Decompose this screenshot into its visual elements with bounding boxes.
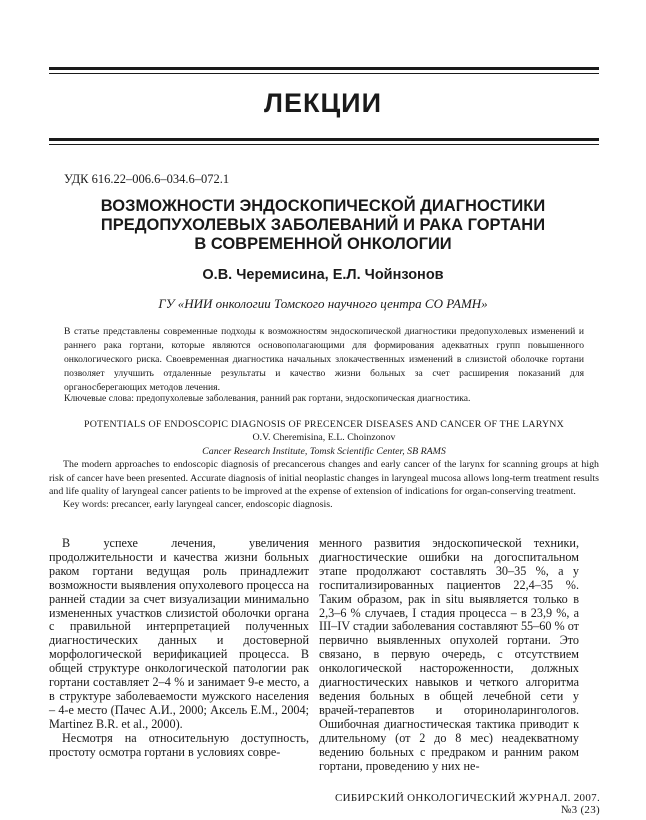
body-column-left bbox=[49, 537, 309, 760]
english-keywords: Key words: precancer, early laryngeal cancer, endoscopic diagnosis. bbox=[63, 499, 333, 511]
journal-footer: СИБИРСКИЙ ОНКОЛОГИЧЕСКИЙ ЖУРНАЛ. 2007. №3 (23) bbox=[335, 792, 600, 816]
body-paragraph: В успехе лечения, увеличения продолжительности и качества жизни больных раком гортани ведущая роль принадлежит возможности выявления опухолевого процесса на ранней стадии за счет визуализации минимально измененных участков слизистой оболочки органа с правильной интерпретацией полученных диагностических данных и достоверной морфологической верификацией процесса. В общей структуре онкологической патологии рак гортани составляет 2–4 % и занимает 9-е место, а в структуре заболеваемости мужского населения – 4-е место (Пачес А.И., 2000; Аксель Е.М., 2004; Martinez B.R. et al., 2000). bbox=[49, 536, 309, 731]
udk-code: УДК 616.22–006.6–034.6–072.1 bbox=[64, 172, 230, 186]
abstract-ru bbox=[64, 325, 584, 395]
body-paragraph: Несмотря на относительную доступность, простоту осмотра гортани в условиях совре- bbox=[49, 730, 309, 759]
affiliation: ГУ «НИИ онкологии Томского научного центра СО РАМН» bbox=[158, 296, 488, 311]
abstract-ru-text: В статье представлены современные подходы к возможностям эндоскопической диагностики предопухолевых изменений и раннего рака гортани, которые являются основополагающими для формирования адекватных групп повышенного онкологического риска. Своевременная диагностика начальных злокачественных изменений в слизистой оболочке гортани позволяет улучшить отдаленные результаты и качество жизни больных за счет расширения показаний для органосберегающих методов лечения. bbox=[64, 326, 584, 394]
body-paragraph: менного развития эндоскопической техники, диагностические ошибки на догоспитальном этапе продолжают составлять 30–35 %, а у госпитализированных пациентов 22,4–35 %. Таким образом, рак in situ выявляется только в 2,3–6 % случаев, I стадия процесса – в 23,9 %, а III–IV стадии заболевания составляют 55–60 % от первично выявленных опухолей гортани. Это связано, в первую очередь, с отсутствием онкологической настороженности, должных диагностических навыков и четкого алгоритма ведения больных в общей лечебной сети у врачей-терапевтов и оториноларингологов. Ошибочная диагностическая тактика приводит к длительному (от 2 до 8 мес) неадекватному ведению больных с предраком и ранним раком гортани, проведению у них не- bbox=[319, 536, 579, 773]
authors: О.В. Черемисина, Е.Л. Чойнзонов bbox=[202, 267, 444, 283]
title-line: ВОЗМОЖНОСТИ ЭНДОСКОПИЧЕСКОЙ ДИАГНОСТИКИ bbox=[100, 197, 546, 215]
mid-rule-thick bbox=[49, 138, 599, 141]
top-rule-thin bbox=[49, 73, 599, 74]
body-column-right bbox=[319, 537, 579, 773]
top-rule-thick bbox=[49, 67, 599, 70]
english-authors: O.V. Cheremisina, E.L. Choinzonov bbox=[252, 432, 396, 444]
title-line: ПРЕДОПУХОЛЕВЫХ ЗАБОЛЕВАНИЙ И РАКА ГОРТАНИ bbox=[100, 216, 546, 234]
keywords-ru: Ключевые слова: предопухолевые заболевания, ранний рак гортани, эндоскопическая диагностика. bbox=[64, 393, 471, 404]
mid-rule-thin bbox=[49, 144, 599, 145]
english-title: POTENTIALS OF ENDOSCOPIC DIAGNOSIS OF PRECENCER DISEASES AND CANCER OF THE LARYNX bbox=[84, 419, 564, 430]
english-summary bbox=[49, 418, 599, 512]
title-line: В СОВРЕМЕННОЙ ОНКОЛОГИИ bbox=[194, 235, 452, 253]
english-institution: Cancer Research Institute, Tomsk Scientific Center, SB RAMS bbox=[202, 445, 446, 457]
article-title bbox=[40, 197, 606, 254]
english-abstract: The modern approaches to endoscopic diagnosis of precancerous changes and early cancer of the larynx for scanning groups at high risk of cancer have been presented. Accurate diagnosis of initial neoplastic changes in laryngeal mucosa allows long-term treatment results and life quality of laryngeal cancer patients to be improved at the expense of extension of indications for organ-conserving treatment. bbox=[49, 459, 599, 498]
section-header: ЛЕКЦИИ bbox=[264, 88, 382, 118]
